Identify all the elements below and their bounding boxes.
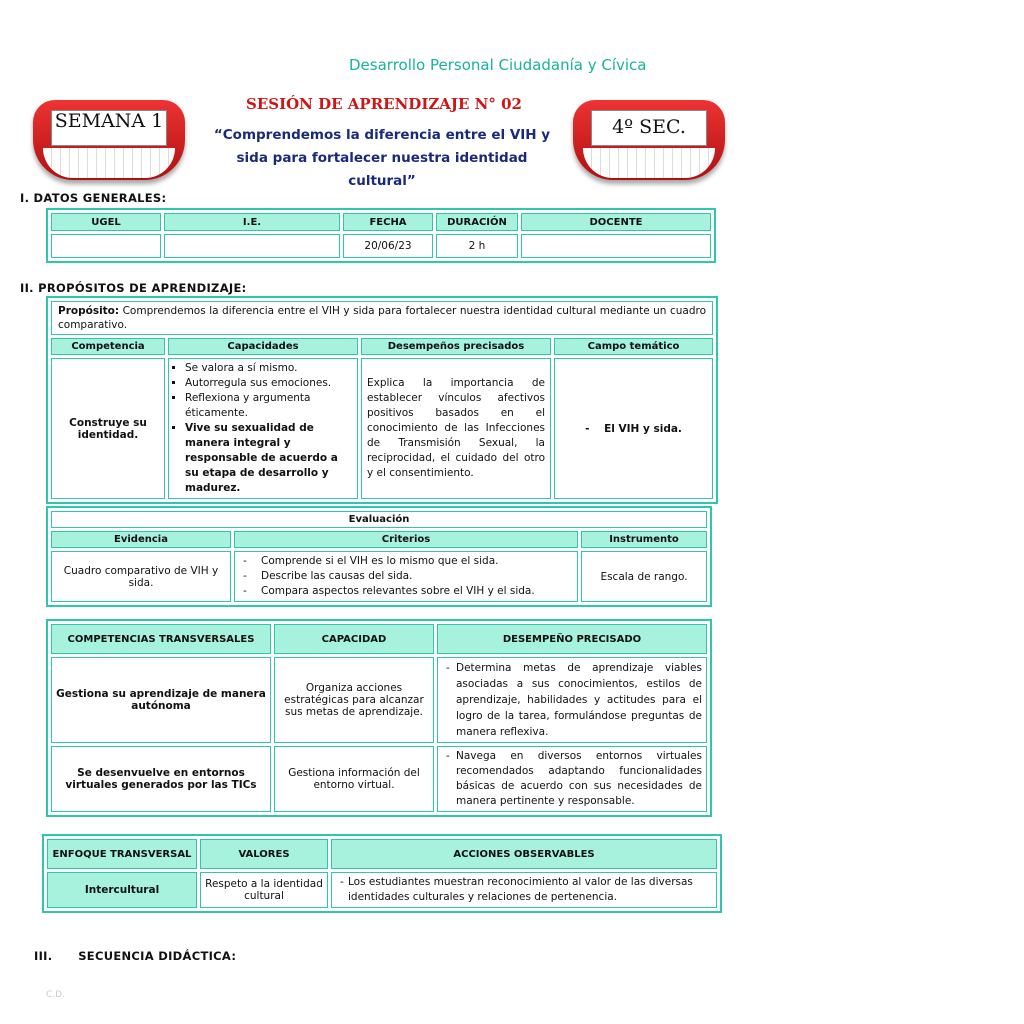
transversal-table: [46, 619, 712, 817]
session-subtitle: “Comprendemos la diferencia entre el VIH y sida para fortalecer nuestra identidad cultural”: [213, 127, 551, 189]
transversal-competence-2: Se desenvuelve en entornos virtuales generados por las TICs: [51, 746, 271, 812]
evaluation-table: [46, 506, 712, 607]
week-ribbon: [33, 100, 185, 188]
section-2-heading: II. PROPÓSITOS DE APRENDIZAJE:: [20, 281, 247, 295]
cell-docente: [521, 234, 711, 258]
approach-name: Intercultural: [47, 872, 197, 908]
capacidades-list: [173, 361, 353, 496]
evaluation-title: Evaluación: [51, 511, 707, 528]
list-item: - Navega en diversos entornos virtuales recomendados adaptando funcionalidades básicas de acuerdo con sus necesidades de manera pertinente y responsable.: [442, 749, 702, 809]
desempeno-cell: Explica la importancia de establecer vínculos afectivos positivos basados en el conocimiento de las Infecciones de Transmisión Sexual, la reciprocidad, el cuidado del otro y el consentimiento.: [361, 358, 551, 499]
col-instrumento: Instrumento: [581, 531, 707, 548]
criteria-list: [239, 554, 573, 599]
instrument-cell: Escala de rango.: [581, 551, 707, 602]
section-3-heading: III. SECUENCIA DIDÁCTICA:: [34, 949, 237, 963]
list-item: ▪ Reflexiona y argumenta éticamente.: [185, 391, 353, 421]
grade-label: 4º SEC.: [591, 110, 707, 146]
transversal-performance-2: [437, 746, 707, 812]
transversal-performance-1: [437, 657, 707, 743]
list-item: - Describe las causas del sida.: [239, 569, 573, 584]
col-competencia: Competencia: [51, 338, 165, 355]
purpose-cell: [51, 301, 713, 335]
col-ie: I.E.: [164, 213, 340, 231]
transversal-competence-1: Gestiona su aprendizaje de manera autónoma: [51, 657, 271, 743]
list-item: ▪ Vive su sexualidad de manera integral y responsable de acuerdo a su etapa de desarrollo y madurez.: [185, 421, 353, 496]
col-desempenos: Desempeños precisados: [361, 338, 551, 355]
col-ugel: UGEL: [51, 213, 161, 231]
section-1-heading: I. DATOS GENERALES:: [20, 191, 167, 205]
purpose-label: Propósito:: [58, 305, 120, 317]
cell-ugel: [51, 234, 161, 258]
col-desempeno-precisado: DESEMPEÑO PRECISADO: [437, 624, 707, 654]
purposes-table: [46, 296, 718, 504]
col-acciones: ACCIONES OBSERVABLES: [331, 839, 717, 869]
criteria-cell: [234, 551, 578, 602]
approach-table: [42, 834, 722, 913]
evidence-cell: Cuadro comparativo de VIH y sida.: [51, 551, 231, 602]
cell-duracion: 2 h: [436, 234, 518, 258]
col-enfoque: ENFOQUE TRANSVERSAL: [47, 839, 197, 869]
col-campo: Campo temático: [554, 338, 713, 355]
list-item: ▪ Se valora a sí mismo.: [185, 361, 353, 376]
col-capacidades: Capacidades: [168, 338, 358, 355]
competencia-cell: Construye su identidad.: [51, 358, 165, 499]
cell-fecha: 20/06/23: [343, 234, 433, 258]
col-capacidad: CAPACIDAD: [274, 624, 434, 654]
capacidades-cell: [168, 358, 358, 499]
transversal-capacity-2: Gestiona información del entorno virtual.: [274, 746, 434, 812]
col-evidencia: Evidencia: [51, 531, 231, 548]
col-docente: DOCENTE: [521, 213, 711, 231]
col-valores: VALORES: [200, 839, 328, 869]
general-data-table: [46, 208, 716, 263]
list-item: - Comprende si el VIH es lo mismo que el sida.: [239, 554, 573, 569]
col-fecha: FECHA: [343, 213, 433, 231]
col-criterios: Criterios: [234, 531, 578, 548]
list-item: - Los estudiantes muestran reconocimiento al valor de las diversas identidades culturales y relaciones de pertenencia.: [336, 875, 712, 905]
campo-cell: - El VIH y sida.: [554, 358, 713, 499]
cell-ie: [164, 234, 340, 258]
purpose-text: Comprendemos la diferencia entre el VIH y sida para fortalecer nuestra identidad cultural mediante un cuadro comparativo.: [58, 305, 706, 331]
list-item: - Compara aspectos relevantes sobre el VIH y el sida.: [239, 584, 573, 599]
transversal-capacity-1: Organiza acciones estratégicas para alcanzar sus metas de aprendizaje.: [274, 657, 434, 743]
list-item: - Determina metas de aprendizaje viables asociadas a sus conocimientos, estilos de aprendizaje, habilidades y actitudes para el logro de la tarea, formulándose preguntas de manera reflexiva.: [442, 660, 702, 740]
grade-ribbon: [573, 100, 725, 188]
list-item: ▪ Autorregula sus emociones.: [185, 376, 353, 391]
footer-mark: C.D.: [46, 990, 65, 1000]
col-competencias-transversales: COMPETENCIAS TRANSVERSALES: [51, 624, 271, 654]
week-label: SEMANA 1: [51, 110, 167, 146]
approach-value: Respeto a la identidad cultural: [200, 872, 328, 908]
col-duracion: DURACIÓN: [436, 213, 518, 231]
approach-action-cell: [331, 872, 717, 908]
